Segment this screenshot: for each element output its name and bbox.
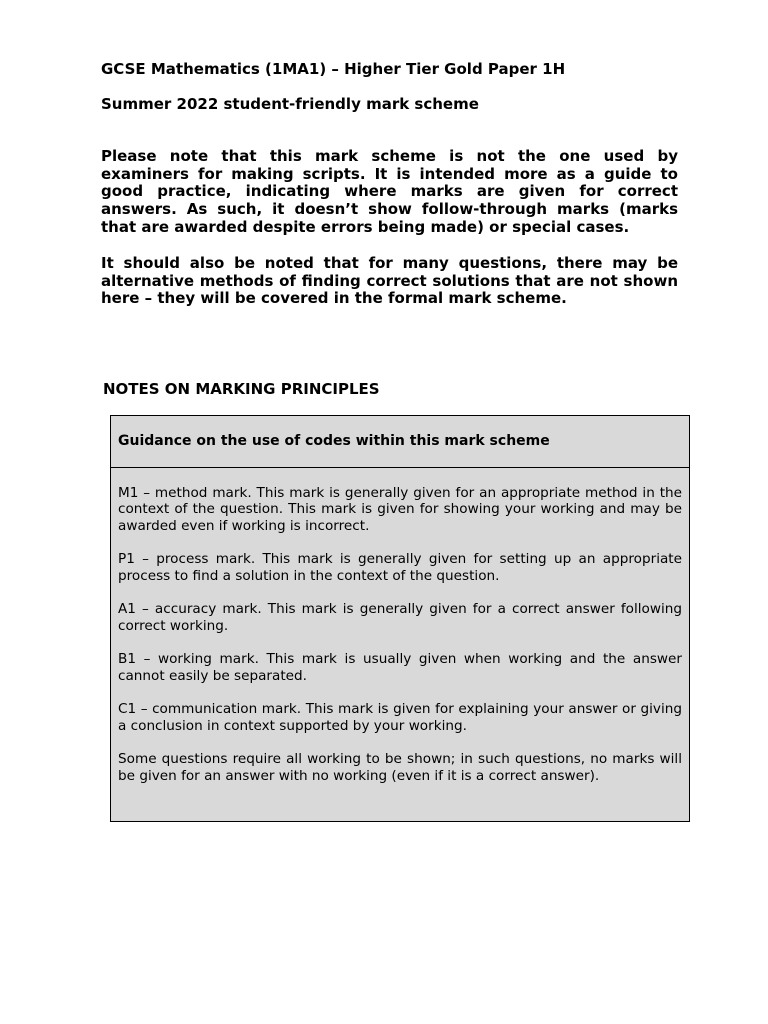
code-item-b1: B1 – working mark. This mark is usually given when working and the answer cannot easily be separated. <box>118 651 682 684</box>
code-item-m1: M1 – method mark. This mark is generally given for an appropriate method in the context of the question. This mark is given for showing your working and may be awarded even if working is incorrect. <box>118 485 682 534</box>
guidance-box <box>110 415 690 822</box>
intro-paragraph-1: Please note that this mark scheme is not the one used by examiners for making scripts. It is intended more as a guide to good practice, indicating where marks are given for correct answers. As such, it doesn’t show follow-through marks (marks that are awarded despite errors being made) or special cases. <box>101 147 678 236</box>
section-heading: NOTES ON MARKING PRINCIPLES <box>103 380 380 398</box>
working-note: Some questions require all working to be shown; in such questions, no marks will be given for an answer with no working (even if it is a correct answer). <box>118 751 682 784</box>
code-item-a1: A1 – accuracy mark. This mark is generally given for a correct answer following correct working. <box>118 601 682 634</box>
code-item-c1: C1 – communication mark. This mark is given for explaining your answer or giving a conclusion in context supported by your working. <box>118 701 682 734</box>
code-item-p1: P1 – process mark. This mark is generally given for setting up an appropriate process to find a solution in the context of the question. <box>118 551 682 584</box>
guidance-box-header: Guidance on the use of codes within this mark scheme <box>111 416 689 468</box>
document-title: GCSE Mathematics (1MA1) – Higher Tier Gold Paper 1H <box>101 60 566 78</box>
intro-paragraph-2: It should also be noted that for many questions, there may be alternative methods of finding correct solutions that are not shown here – they will be covered in the formal mark scheme. <box>101 254 678 308</box>
document-subtitle: Summer 2022 student-friendly mark scheme <box>101 95 479 113</box>
guidance-box-body <box>111 468 689 784</box>
